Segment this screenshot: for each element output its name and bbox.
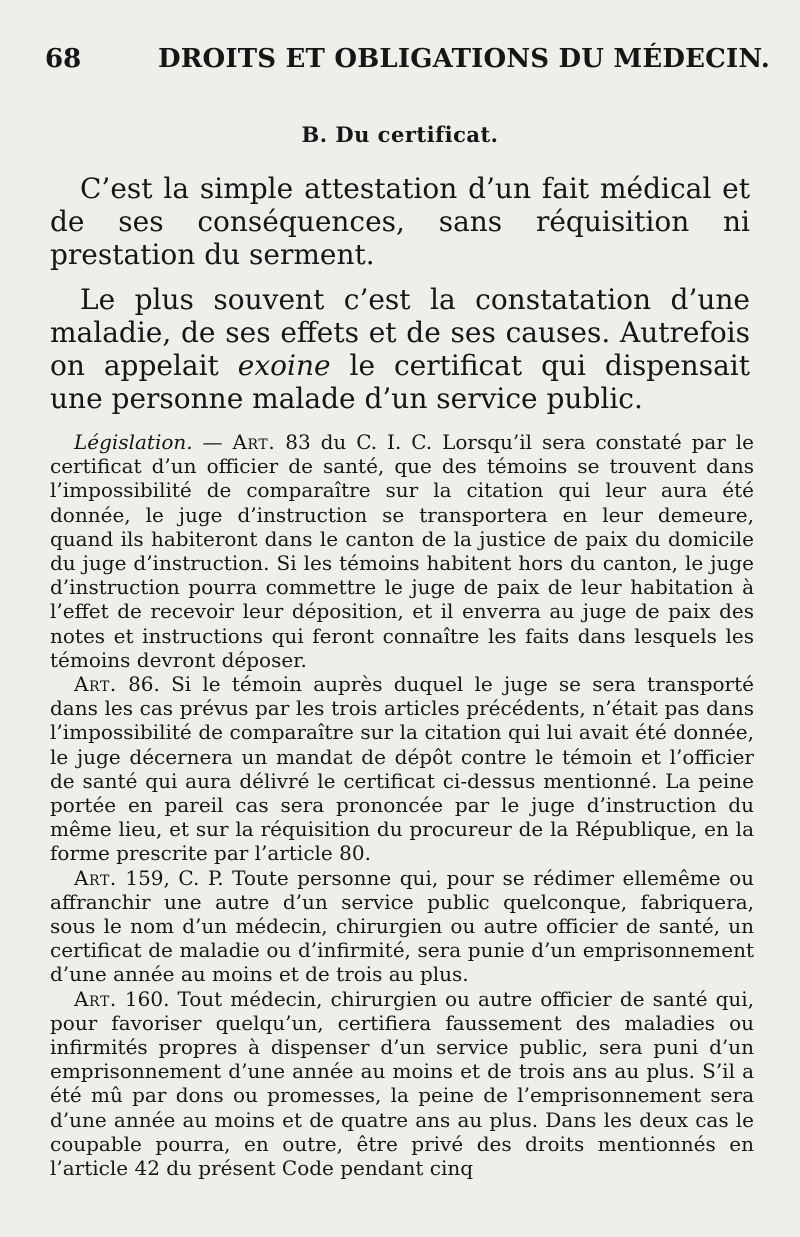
intro-p2-end: le certificat qui dispensait une personne malade d’un service public.: [50, 349, 750, 415]
article-86-text: 86. Si le témoin auprès duquel le juge se sera transporté dans les cas prévus par les trois articles précédents, n’était pas dans l’impossibilité de comparaître sur la citation qui lui avait été donnée, le juge décernera un mandat de dépôt contre le témoin et l’officier de santé qui aura délivré le certificat ci-dessus mentionné. La peine portée en pareil cas sera prononcée par le juge d’instruction du même lieu, et sur la réquisition du procureur de la République, en la forme prescrite par l’article 80.: [50, 672, 754, 866]
article-83-text: 83 du C. I. C. Lorsqu’il sera constaté par le certificat d’un officier de santé, que des témoins se trouvent dans l’impossibilité de comparaître sur la citation qui leur aura été donnée, le juge d’instruction se transportera en leur demeure, quand ils habiteront dans le canton de la justice de paix du domicile du juge d’instruction. Si les témoins habitent hors du canton, le juge d’instruction pourra commettre le juge de paix de leur habitation à l’effet de recevoir leur déposition, et il enverra au juge de paix des notes et instructions qui feront connaître les faits dans lesquels les témoins devront déposer.: [50, 430, 755, 672]
intro-term-exoine: exoine: [237, 349, 331, 382]
article-86-paragraph: [50, 672, 754, 866]
intro-text: [50, 172, 750, 415]
intro-paragraph-1: C’est la simple attestation d’un fait médical et de ses conséquences, sans réquisition ni prestation du serment.: [50, 172, 750, 271]
article-159-ref: Art.: [74, 865, 117, 890]
legislation-label: Législation.: [74, 430, 193, 454]
article-86-ref: Art.: [74, 672, 117, 697]
article-159-paragraph: [50, 866, 754, 987]
article-160-paragraph: [50, 987, 754, 1181]
article-160-ref: Art.: [74, 986, 117, 1011]
article-83-paragraph: [50, 430, 754, 672]
article-160-text: 160. Tout médecin, chirurgien ou autre officier de santé qui, pour favoriser quelqu’un, certifiera faussement des maladies ou infirmités propres à dispenser d’un service public, sera puni d’un emprisonnement d’une année au moins et de trois ans au plus. S’il a été mû par dons ou promesses, la peine de l’emprisonnement sera d’une année au moins et de quatre ans au plus. Dans les deux cas le coupable pourra, en outre, être privé des droits mentionnés en l’article 42 du présent Code pendant cinq: [50, 986, 755, 1181]
intro-paragraph-2: [50, 283, 750, 415]
page-number: 68: [45, 44, 82, 74]
legislation-text: [50, 430, 754, 1180]
article-159-text: 159, C. P. Toute personne qui, pour se rédimer ellemême ou affranchir une autre d’un service public quelconque, fabriquera, sous le nom d’un médecin, chirurgien ou autre officier de santé, un certificat de maladie ou d’infirmité, sera punie d’un emprisonnement d’une année au moins et de trois au plus.: [50, 865, 755, 987]
running-head: DROITS ET OBLIGATIONS DU MÉDECIN.: [158, 44, 770, 74]
article-83-ref: Art.: [232, 430, 276, 454]
intro-p2-start: Le plus souvent c’est la constatation d’une maladie, de ses effets et de ses causes. Autrefois on appelait: [50, 283, 750, 382]
legislation-dash: —: [202, 430, 223, 454]
section-title: B. Du certificat.: [301, 122, 499, 147]
page-header: [0, 44, 800, 80]
